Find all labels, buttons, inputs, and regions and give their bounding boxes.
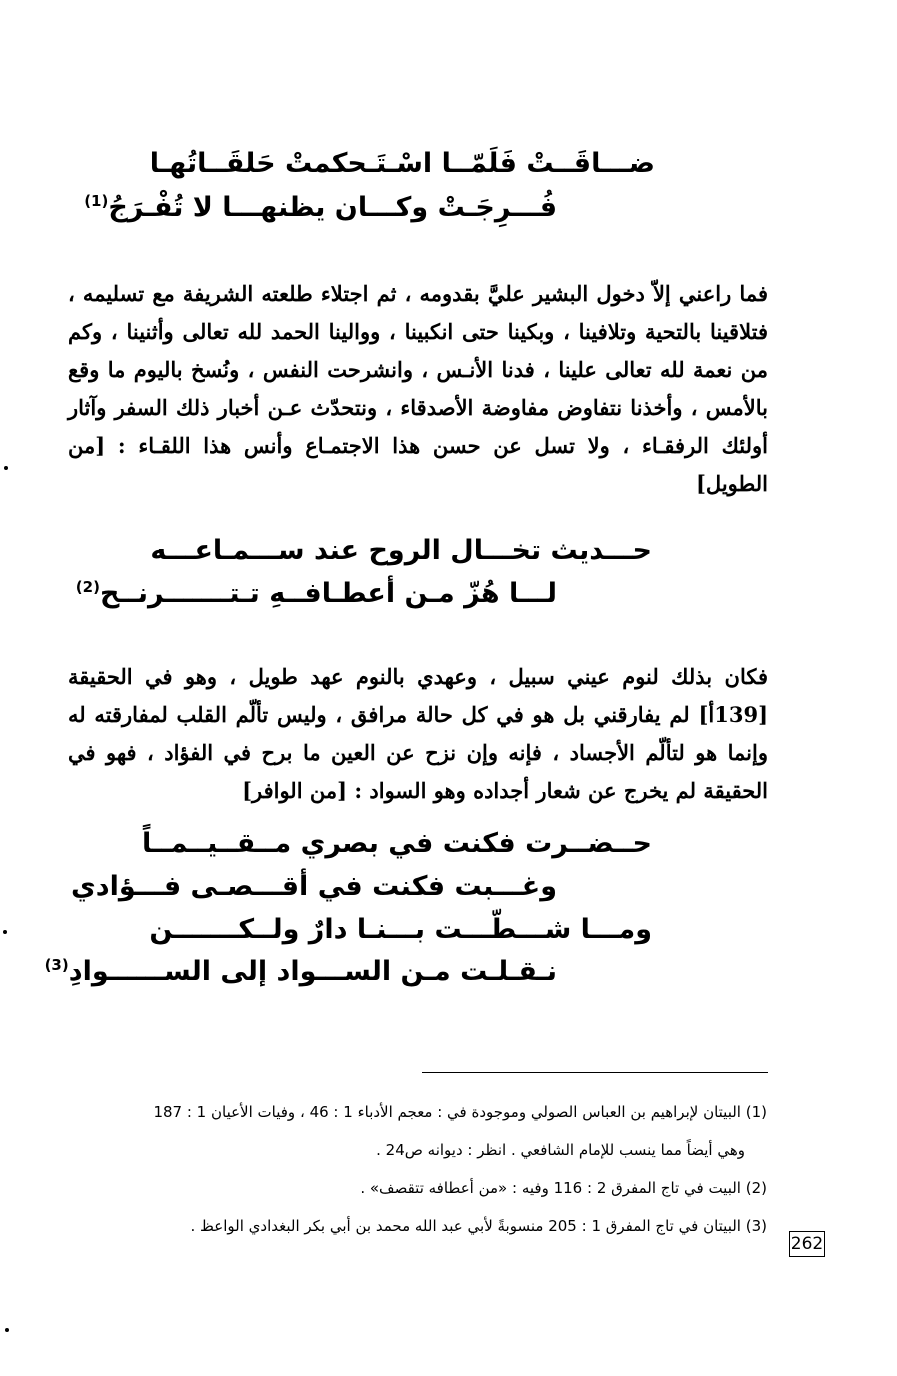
- footnote-1-continued: وهي أيضاً مما ينسب للإمام الشافعي . انظر : ديوانه ص24 .: [376, 1141, 745, 1159]
- paragraph-1: [68, 275, 768, 503]
- poem-3-line-1: حــضــرت فكنت في بصري مــقــيــمــاً: [141, 828, 652, 859]
- page-number: 262: [789, 1231, 825, 1257]
- scan-speck: [5, 1328, 9, 1332]
- poem-2-line-2-text: لـــا هُزّ مـن أعطـافــهِ تـتـــــــرنــح: [99, 578, 557, 609]
- footnote-ref-1: (1): [84, 192, 109, 210]
- poem-2-line-2: [76, 580, 557, 607]
- poem-1-line-2-text: فُـــرِجَـتْ وكـــان يظنهـــا لا تُفْـرَجُ: [108, 192, 557, 223]
- poem-1-line-2: [84, 194, 557, 221]
- poem-2-line-1: حـــديث تخـــال الروح عند ســـمـاعـــه: [150, 535, 652, 566]
- footnote-separator: [422, 1072, 768, 1073]
- paragraph-1-text: فما راعني إلاّ دخول البشير عليَّ بقدومه ، ثم اجتلاء طلعته الشريفة مع تسليمه ، فتلاقينا بالتحية وتلافينا ، وبكينا حتى انكبينا ، ووالينا الحمد لله تعالى وأثنينا ، وكم من نعمة لله تعالى علينا ، فدنا الأنـس ، وانشرحت النفس ، ونُسخ باليوم ما وقع بالأمس ، وأخذنا نتفاوض مفاوضة الأصدقاء ، ونتحدّث عـن أخبار ذلك السفر وآثار أولئك الرفقـاء ، ولا تسل عن حسن هذا الاجتمـاع وأنس هذا اللقـاء : [من الطويل]: [68, 281, 768, 496]
- poem-3-line-4-text: نـقـلـت مـن الســـواد إلى الســــــوادِ: [68, 956, 557, 987]
- poem-3-line-4: [45, 958, 557, 985]
- footnote-ref-2: (2): [75, 578, 100, 596]
- poem-1-line-1: ضـــاقَــتْ فَلَمّــا اسْـتَـحكمتْ حَلقَــاتُهـا: [149, 148, 655, 179]
- paragraph-2-text: فكان بذلك لنوم عيني سبيل ، وعهدي بالنوم عهد طويل ، وهو في الحقيقة [139أ] لم يفارقني بل هو في كل حالة مرافق ، وليس تألّم القلب لمفارقته له وإنما هو لتألّم الأجساد ، فإنه وإن نزح عن العين ما برح في الفؤاد ، فهو في الحقيقة لم يخرج عن شعار أجداده وهو السواد : [من الوافر]: [68, 664, 768, 803]
- poem-3-line-2: وغـــبت فكنت في أقـــصـى فـــؤادي: [70, 871, 557, 902]
- footnote-ref-3: (3): [44, 956, 69, 974]
- footnote-3: (3) البيتان في تاج المفرق 1 : 205 منسوبةً لأبي عبد الله محمد بن أبي بكر البغدادي الواعظ .: [190, 1217, 767, 1235]
- poem-3-line-3: ومـــا شـــطّـــت بـــنـا دارٌ ولــكـــــــن: [149, 914, 652, 945]
- scan-speck: [4, 466, 8, 470]
- footnote-2: (2) البيت في تاج المفرق 2 : 116 وفيه : «من أعطافه تتقصف» .: [360, 1179, 767, 1197]
- footnote-1: (1) البيتان لإبراهيم بن العباس الصولي وموجودة في : معجم الأدباء 1 : 46 ، وفيات الأعيان 1 : 187: [153, 1103, 767, 1121]
- footnotes: [55, 1093, 767, 1245]
- scan-speck: [3, 930, 7, 934]
- paragraph-2: [68, 658, 768, 810]
